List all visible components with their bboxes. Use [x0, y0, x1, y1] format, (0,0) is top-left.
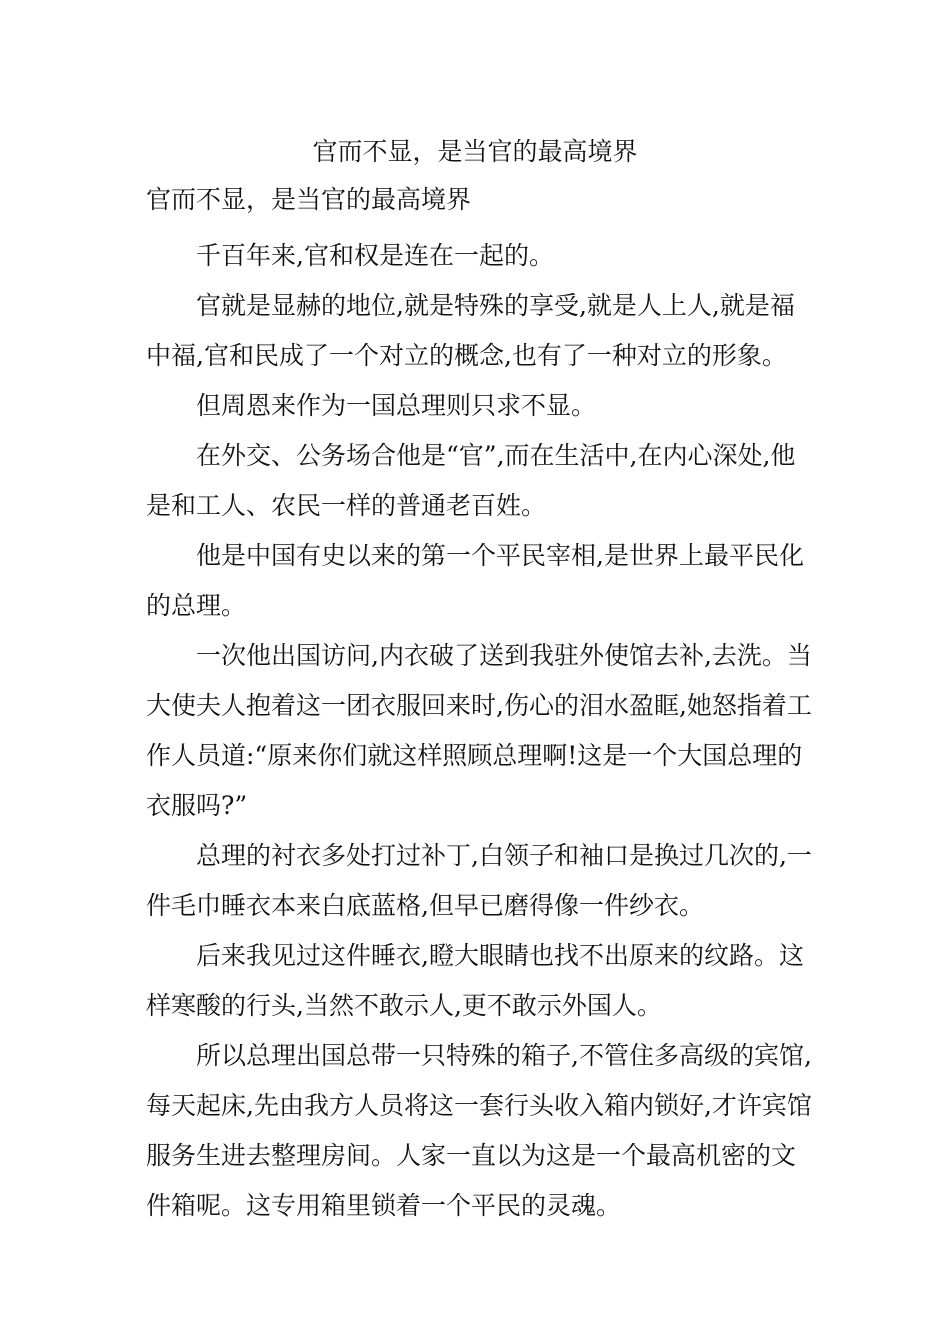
- paragraph: 后来我见过这件睡衣,瞪大眼睛也找不出原来的纹路。这样寒酸的行头,当然不敢示人,更不敢示外国人。: [146, 941, 804, 1020]
- document-title: 官而不显，是当官的最高境界: [312, 137, 638, 166]
- document-body: [146, 181, 816, 1231]
- paragraph: 所以总理出国总带一只特殊的箱子,不管住多高级的宾馆,每天起床,先由我方人员将这一套行头收入箱内锁好,才许宾馆服务生进去整理房间。人家一直以为这是一个最高机密的文件箱呢。这专用箱里锁着一个平民的灵魂。: [146, 1041, 812, 1220]
- paragraph: 他是中国有史以来的第一个平民宰相,是世界上最平民化的总理。: [146, 541, 804, 620]
- paragraph: 但周恩来作为一国总理则只求不显。: [196, 391, 597, 420]
- paragraph: 一次他出国访问,内衣破了送到我驻外使馆去补,去洗。当大使夫人抱着这一团衣服回来时,伤心的泪水盈眶,她怒指着工作人员道:“原来你们就这样照顾总理啊!这是一个大国总理的衣服吗?”: [146, 641, 812, 820]
- document-subtitle: 官而不显，是当官的最高境界: [146, 185, 472, 214]
- paragraph: 官就是显赫的地位,就是特殊的享受,就是人上人,就是福中福,官和民成了一个对立的概念,也有了一种对立的形象。: [146, 291, 795, 370]
- paragraph: 总理的衬衣多处打过补丁,白领子和袖口是换过几次的,一件毛巾睡衣本来白底蓝格,但早已磨得像一件纱衣。: [146, 841, 812, 920]
- paragraph: 在外交、公务场合他是“官”,而在生活中,在内心深处,他是和工人、农民一样的普通老百姓。: [146, 441, 796, 520]
- paragraph: 千百年来,官和权是连在一起的。: [196, 241, 554, 270]
